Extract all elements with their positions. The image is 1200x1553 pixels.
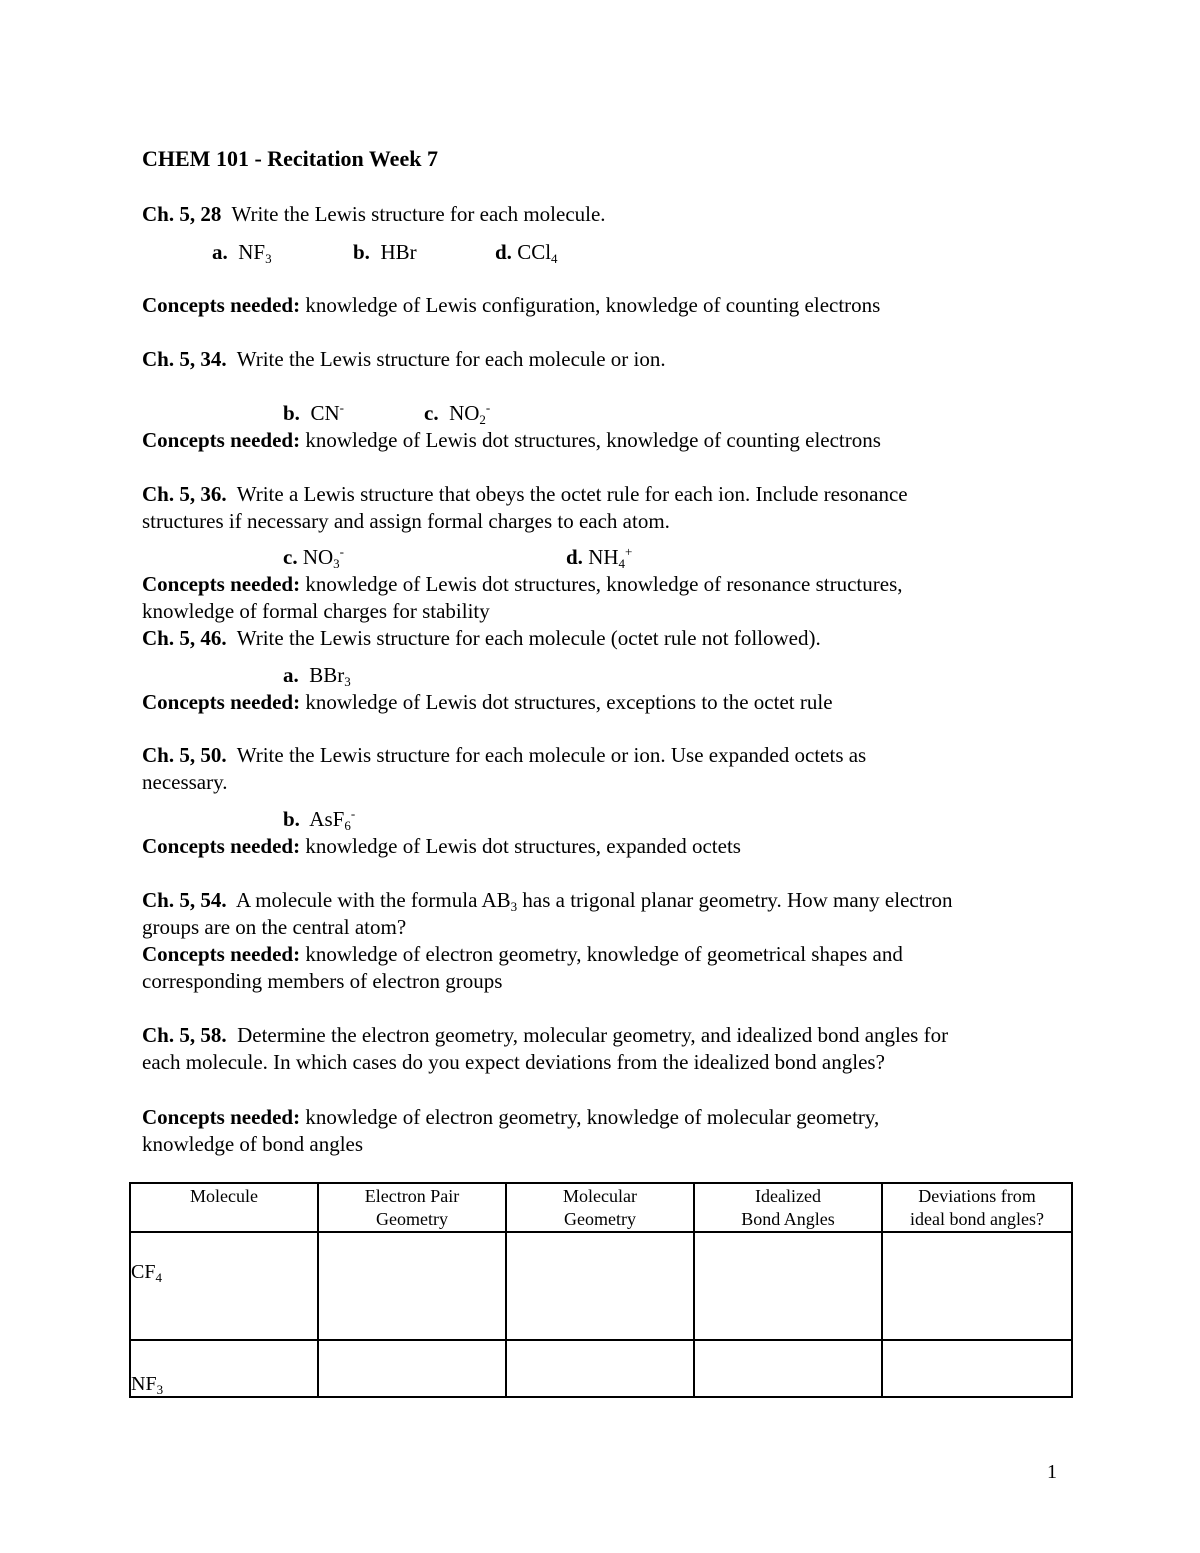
q34-option-c: c. $NO_2^-$ — [424, 400, 491, 427]
q36-option-d: d. $NH_4^+$ — [566, 544, 633, 571]
header-electron-pair-geometry: Electron Pair Geometry — [318, 1183, 506, 1232]
question-34: Ch. 5, 34. Write the Lewis structure for each molecule or ion. — [142, 347, 666, 371]
cell-molecule-cf4: $CF_4$ — [130, 1232, 318, 1340]
q36-concepts-line2: knowledge of formal charges for stability — [142, 599, 490, 623]
q58-concepts-line2: knowledge of bond angles — [142, 1132, 364, 1156]
q28-option-b: b. HBr — [353, 240, 417, 264]
table-row — [130, 1340, 1072, 1397]
question-58-line2: each molecule. In which cases do you expect deviations from the idealized bond angles? — [142, 1050, 885, 1074]
cell-empty[interactable] — [882, 1232, 1072, 1340]
question-36: Ch. 5, 36. Write a Lewis structure that obeys the octet rule for each ion. Include resonance — [142, 482, 908, 506]
header-molecule: Molecule — [130, 1183, 318, 1232]
q34-option-b: b. CN- — [283, 400, 344, 425]
header-molecular-geometry: Molecular Geometry — [506, 1183, 694, 1232]
header-deviations: Deviations from ideal bond angles? — [882, 1183, 1072, 1232]
question-46: Ch. 5, 46. Write the Lewis structure for each molecule (octet rule not followed). — [142, 626, 821, 650]
cell-molecule-nf3: $NF_3$ — [130, 1340, 318, 1397]
cell-empty[interactable] — [506, 1232, 694, 1340]
question-54: Ch. 5, 54. A molecule with the formula $AB_3$ has a trigonal planar geometry. How many electron — [142, 888, 953, 914]
question-54-line2: groups are on the central atom? — [142, 915, 407, 939]
question-50-ref: Ch. 5, 50. — [142, 743, 227, 767]
question-54-ref: Ch. 5, 54. — [142, 888, 227, 912]
question-50: Ch. 5, 50. Write the Lewis structure for each molecule or ion. Use expanded octets as — [142, 743, 867, 767]
question-34-ref: Ch. 5, 34. — [142, 347, 227, 371]
cell-empty[interactable] — [694, 1340, 882, 1397]
q28-option-d: d. CCl$_4$ — [495, 240, 558, 266]
q28-concepts: Concepts needed: knowledge of Lewis configuration, knowledge of counting electrons — [142, 293, 881, 317]
page-title: CHEM 101 - Recitation Week 7 — [142, 146, 438, 171]
question-50-line2: necessary. — [142, 770, 228, 794]
question-28-prompt: Write the Lewis structure for each molecule. — [231, 202, 606, 226]
q46-concepts: Concepts needed: knowledge of Lewis dot structures, exceptions to the octet rule — [142, 690, 833, 714]
q46-option-a: a. BBr$_3$ — [283, 663, 351, 689]
q28-option-a: a. $NF_3$ — [212, 240, 272, 266]
table-row — [130, 1232, 1072, 1340]
cell-empty[interactable] — [882, 1340, 1072, 1397]
cell-empty[interactable] — [506, 1340, 694, 1397]
q50-option-b: b. AsF$_6$- — [283, 806, 356, 833]
q34-concepts: Concepts needed: knowledge of Lewis dot structures, knowledge of counting electrons — [142, 428, 881, 452]
q58-concepts: Concepts needed: knowledge of electron geometry, knowledge of molecular geometry, — [142, 1105, 880, 1129]
question-58-ref: Ch. 5, 58. — [142, 1023, 227, 1047]
q36-option-c: c. $NO_3^-$ — [283, 544, 345, 571]
cell-empty[interactable] — [694, 1232, 882, 1340]
table-header-row — [130, 1183, 1072, 1232]
question-58: Ch. 5, 58. Determine the electron geometry, molecular geometry, and idealized bond angles for — [142, 1023, 949, 1047]
question-36-ref: Ch. 5, 36. — [142, 482, 227, 506]
q54-concepts-line2: corresponding members of electron groups — [142, 969, 503, 993]
question-46-ref: Ch. 5, 46. — [142, 626, 227, 650]
q36-concepts: Concepts needed: knowledge of Lewis dot structures, knowledge of resonance structures, — [142, 572, 903, 596]
question-36-line2: structures if necessary and assign formal charges to each atom. — [142, 509, 670, 533]
page-number: 1 — [1047, 1461, 1057, 1483]
q54-concepts: Concepts needed: knowledge of electron geometry, knowledge of geometrical shapes and — [142, 942, 903, 966]
q50-concepts: Concepts needed: knowledge of Lewis dot structures, expanded octets — [142, 834, 741, 858]
header-idealized-bond-angles: Idealized Bond Angles — [694, 1183, 882, 1232]
question-28 — [142, 204, 606, 225]
geometry-table — [129, 1182, 1073, 1398]
cell-empty[interactable] — [318, 1340, 506, 1397]
question-28-ref: Ch. 5, 28 — [142, 202, 222, 226]
cell-empty[interactable] — [318, 1232, 506, 1340]
